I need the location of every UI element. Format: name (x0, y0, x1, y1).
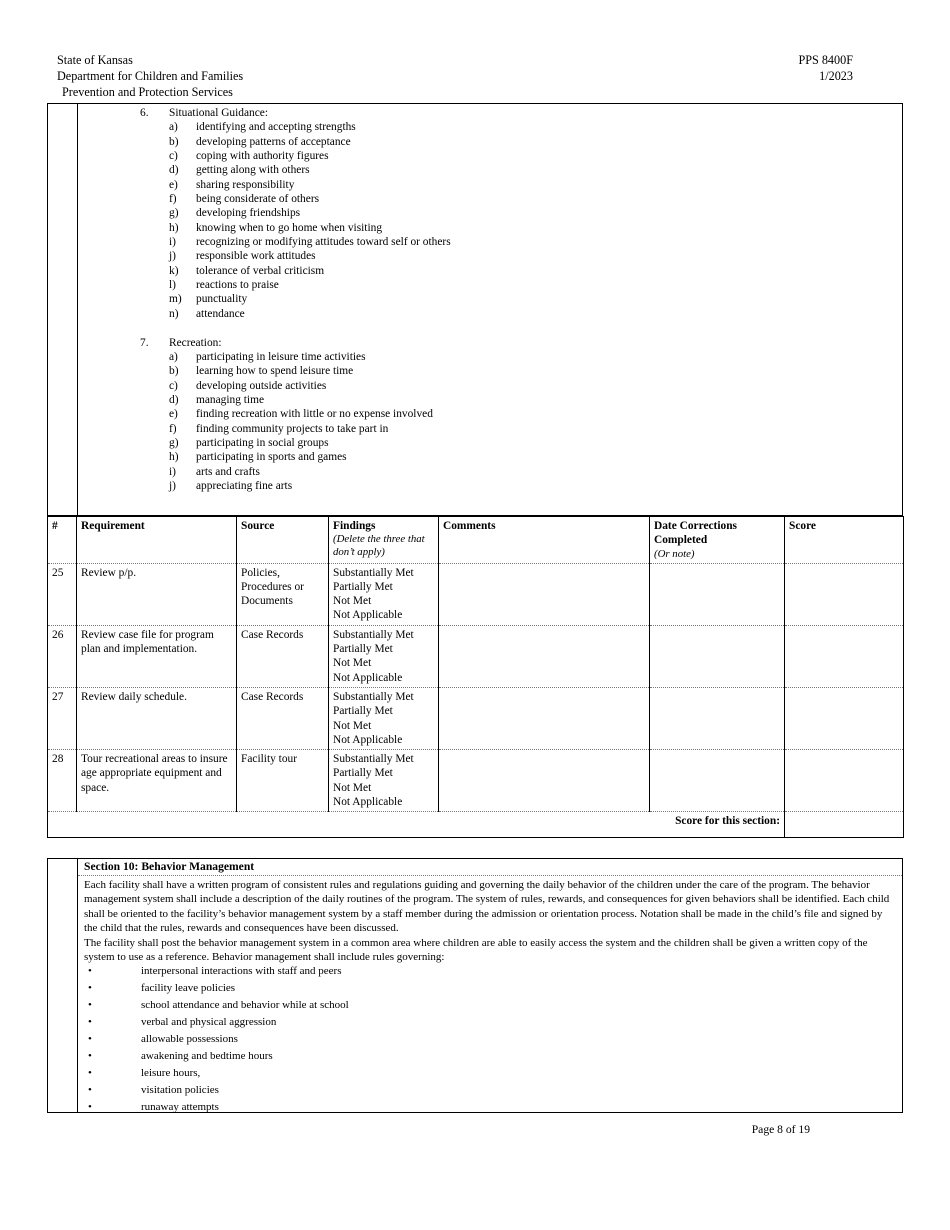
subitem-letter: a) (169, 121, 178, 134)
finding-option[interactable]: Not Met (333, 719, 372, 732)
subitem-letter: a) (169, 350, 178, 363)
section-10-table (47, 858, 903, 1113)
subitem-text: being considerate of others (196, 193, 320, 206)
bullet-icon: • (88, 1101, 92, 1112)
row-number-cell: 25 (48, 563, 77, 625)
list-subitem (169, 436, 902, 450)
list-subitem (169, 450, 902, 464)
bullet-item (84, 1100, 896, 1112)
list-subitem (169, 292, 902, 306)
score-cell[interactable] (785, 750, 904, 812)
bullet-text: verbal and physical aggression (141, 1016, 277, 1029)
list-subitem (169, 135, 902, 149)
findings-header-label: Findings (333, 520, 376, 532)
score-cell[interactable] (785, 687, 904, 749)
list-subitem (169, 120, 902, 134)
subitem-text: participating in sports and games (196, 451, 347, 464)
form-header-left (57, 52, 243, 100)
subitem-letter: k) (169, 264, 179, 277)
list-subitem (169, 206, 902, 220)
list-subitem (169, 479, 902, 493)
agency-department: Department for Children and Families (57, 69, 244, 83)
col-header-source: Source (237, 517, 329, 564)
date-corrections-cell[interactable] (650, 563, 785, 625)
list-subitem (169, 379, 902, 393)
requirement-cell: Review p/p. (77, 563, 237, 625)
list-subitem (169, 221, 902, 235)
finding-option[interactable]: Not Applicable (333, 733, 403, 746)
list-subitem (169, 192, 902, 206)
col-header-requirement: Requirement (77, 517, 237, 564)
score-cell[interactable] (785, 625, 904, 687)
col-header-score: Score (785, 517, 904, 564)
comments-cell[interactable] (439, 687, 650, 749)
list-subitem (169, 149, 902, 163)
list-subitem (169, 278, 902, 292)
bullet-text: visitation policies (141, 1084, 219, 1097)
section-10-body (78, 876, 902, 1112)
bullet-item (84, 998, 896, 1015)
subitem-text: recognizing or modifying attitudes toward self or others (196, 236, 451, 249)
form-number: PPS 8400F (798, 53, 853, 67)
table-header-row (48, 517, 904, 564)
col-header-comments: Comments (439, 517, 650, 564)
findings-cell[interactable] (329, 750, 439, 812)
col-header-date-corrections (650, 517, 785, 564)
subitem-letter: l) (169, 279, 176, 292)
subitem-text: knowing when to go home when visiting (196, 221, 383, 234)
subitem-letter: j) (169, 250, 176, 263)
subitem-letter: d) (169, 164, 179, 177)
list-item-6 (140, 106, 902, 120)
row-number-cell: 27 (48, 687, 77, 749)
requirement-cell: Tour recreational areas to insure age appropriate equipment and space. (77, 750, 237, 812)
section-score-label: Score for this section: (48, 812, 785, 838)
bullet-item (84, 1015, 896, 1032)
subitem-text: arts and crafts (196, 465, 260, 478)
left-number-column (48, 104, 78, 515)
list-subitem (169, 407, 902, 421)
list-item-7 (140, 336, 902, 350)
list-subitem (169, 465, 902, 479)
subitem-text: attendance (196, 307, 245, 320)
list-subitem (169, 235, 902, 249)
table-row-25 (48, 563, 904, 625)
subitem-text: sharing responsibility (196, 178, 295, 191)
guidance-list-table (47, 103, 903, 516)
bullet-icon: • (88, 965, 92, 978)
section-10-title: Section 10: Behavior Management (78, 859, 902, 876)
subitem-text: getting along with others (196, 164, 310, 177)
findings-cell[interactable] (329, 563, 439, 625)
date-corrections-cell[interactable] (650, 750, 785, 812)
subitem-letter: j) (169, 479, 176, 492)
bullet-icon: • (88, 1050, 92, 1063)
bullet-text: awakening and bedtime hours (141, 1050, 273, 1063)
subitem-letter: i) (169, 236, 176, 249)
subitem-text: tolerance of verbal criticism (196, 264, 325, 277)
source-cell: Policies, Procedures or Documents (237, 563, 329, 625)
list-item-number: 7. (140, 336, 149, 349)
section-score-cell[interactable] (785, 812, 904, 838)
subitem-letter: h) (169, 221, 179, 234)
bullet-text: leisure hours, (141, 1067, 201, 1080)
section-10-content (78, 859, 902, 1112)
bullet-icon: • (88, 1084, 92, 1097)
bullet-icon: • (88, 999, 92, 1012)
table-row-26 (48, 625, 904, 687)
finding-option[interactable]: Partially Met (333, 643, 393, 656)
row-number-cell: 28 (48, 750, 77, 812)
list-subitem (169, 422, 902, 436)
findings-header-note: (Delete the three that don’t apply) (333, 533, 425, 559)
bullet-icon: • (88, 1016, 92, 1029)
date-header-label: Date Corrections Completed (654, 520, 737, 547)
form-revision-date: 1/2023 (819, 69, 853, 83)
finding-option[interactable]: Partially Met (333, 767, 393, 780)
bullet-text: allowable possessions (141, 1033, 238, 1046)
col-header-number: # (48, 517, 77, 564)
subitem-text: managing time (196, 393, 265, 406)
source-cell: Facility tour (237, 750, 329, 812)
subitem-text: learning how to spend leisure time (196, 365, 354, 378)
finding-option[interactable]: Partially Met (333, 705, 393, 718)
subitem-letter: g) (169, 207, 179, 220)
page-number: Page 8 of 19 (751, 1123, 810, 1136)
section-10-paragraph-1: Each facility shall have a written program of consistent rules and regulations guiding and governing the daily behavior of the children under the care of the program. The behavior management system shall include a description of the daily routines of the program. The system of rules, rewards, and consequences for given behaviors shall be identified. Each child shall be oriented to the facility’s behavior management system by a staff member during the admission or orientation process. Notation shall be made in the child’s file and signed by the child that the rules, rewards and consequences have been discussed. (84, 879, 890, 935)
subitem-letter: b) (169, 365, 179, 378)
bullet-icon: • (88, 982, 92, 995)
finding-option[interactable]: Not Met (333, 595, 372, 608)
list-item-title: Situational Guidance: (169, 107, 269, 119)
section-score-row (48, 812, 904, 838)
list-subitem (169, 307, 902, 321)
form-header-right (798, 52, 853, 84)
bullet-text: school attendance and behavior while at school (141, 999, 349, 1012)
subitem-text: participating in leisure time activities (196, 350, 366, 363)
table-row-27 (48, 687, 904, 749)
row-number-cell: 26 (48, 625, 77, 687)
finding-option[interactable]: Not Met (333, 781, 372, 794)
left-number-column (48, 859, 78, 1112)
table-row-28 (48, 750, 904, 812)
section-10-paragraph-2: The facility shall post the behavior management system in a common area where children are able to easily access the system and the children shall be given a written copy of the system to use as a reference. Behavior management shall include rules governing: (84, 936, 868, 964)
finding-option[interactable]: Substantially Met (333, 753, 414, 766)
agency-name: State of Kansas (57, 53, 133, 67)
bullet-text: interpersonal interactions with staff and peers (141, 965, 342, 978)
list-subitem (169, 264, 902, 278)
findings-cell[interactable] (329, 687, 439, 749)
subitem-text: finding community projects to take part in (196, 422, 389, 435)
subitem-text: identifying and accepting strengths (196, 121, 356, 134)
findings-table (47, 516, 904, 838)
comments-cell[interactable] (439, 625, 650, 687)
finding-option[interactable]: Not Met (333, 657, 372, 670)
requirement-cell: Review case file for program plan and implementation. (77, 625, 237, 687)
subitem-text: punctuality (196, 293, 248, 306)
source-cell: Case Records (237, 687, 329, 749)
date-corrections-cell[interactable] (650, 625, 785, 687)
score-cell[interactable] (785, 563, 904, 625)
source-cell: Case Records (237, 625, 329, 687)
list-subitem (169, 163, 902, 177)
bullet-item (84, 1083, 896, 1100)
date-corrections-cell[interactable] (650, 687, 785, 749)
finding-option[interactable]: Substantially Met (333, 566, 414, 579)
date-header-note: (Or note) (654, 547, 695, 560)
subitem-letter: e) (169, 178, 178, 191)
subitem-text: appreciating fine arts (196, 479, 293, 492)
list-subitem (169, 178, 902, 192)
finding-option[interactable]: Partially Met (333, 580, 393, 593)
finding-option[interactable]: Not Applicable (333, 609, 403, 622)
list-item-title: Recreation: (169, 336, 222, 349)
finding-option[interactable]: Not Applicable (333, 671, 403, 684)
col-header-findings (329, 517, 439, 564)
list-subitem (169, 393, 902, 407)
list-subitem (169, 364, 902, 378)
bullet-text: runaway attempts (141, 1101, 219, 1112)
requirement-cell: Review daily schedule. (77, 687, 237, 749)
bullet-item (84, 1066, 896, 1083)
subitem-text: coping with authority figures (196, 150, 329, 163)
subitem-letter: b) (169, 135, 179, 148)
list-subitem (169, 350, 902, 364)
subitem-letter: c) (169, 379, 178, 392)
finding-option[interactable]: Not Applicable (333, 796, 403, 809)
bullet-item (84, 981, 896, 998)
list-item-number: 6. (140, 107, 149, 119)
subitem-letter: n) (169, 307, 179, 320)
subitem-letter: e) (169, 408, 178, 421)
bullet-item (84, 1032, 896, 1049)
subitem-text: finding recreation with little or no expense involved (196, 408, 433, 421)
subitem-letter: g) (169, 436, 179, 449)
findings-cell[interactable] (329, 625, 439, 687)
bullet-item (84, 1049, 896, 1066)
bullet-text: facility leave policies (141, 982, 236, 995)
list-spacer (78, 321, 902, 335)
finding-option[interactable]: Substantially Met (333, 628, 414, 641)
bullet-icon: • (88, 1067, 92, 1080)
subitem-text: developing friendships (196, 207, 301, 220)
subitem-text: responsible work attitudes (196, 250, 316, 263)
bullet-icon: • (88, 1033, 92, 1046)
comments-cell[interactable] (439, 750, 650, 812)
subitem-text: participating in social groups (196, 436, 329, 449)
subitem-letter: h) (169, 451, 179, 464)
subitem-letter: d) (169, 393, 179, 406)
subitem-letter: m) (169, 293, 182, 306)
subitem-letter: f) (169, 422, 177, 435)
list-subitem (169, 249, 902, 263)
subitem-letter: i) (169, 465, 176, 478)
subitem-text: developing outside activities (196, 379, 327, 392)
agency-division: Prevention and Protection Services (62, 85, 233, 99)
finding-option[interactable]: Substantially Met (333, 690, 414, 703)
subitem-text: developing patterns of acceptance (196, 135, 351, 148)
subitem-letter: c) (169, 150, 178, 163)
bullet-item (84, 964, 896, 981)
subitem-text: reactions to praise (196, 279, 279, 292)
subitem-letter: f) (169, 193, 177, 206)
comments-cell[interactable] (439, 563, 650, 625)
guidance-list-content (78, 104, 902, 515)
